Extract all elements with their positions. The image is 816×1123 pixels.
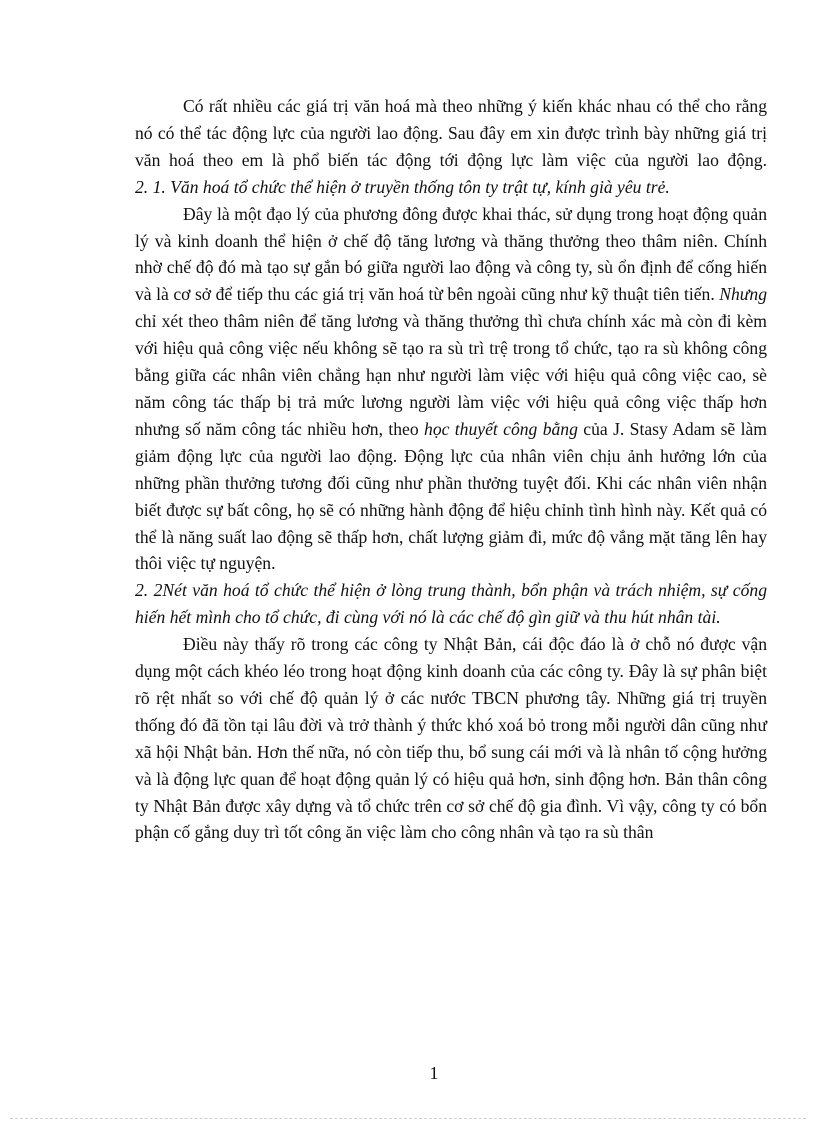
italic-theory-name: học thuyết công bằng — [424, 418, 578, 439]
section-paragraph-2-1 — [135, 201, 767, 578]
document-body — [135, 93, 767, 846]
paragraph-text: Đây là một đạo lý của phương đông được khai thác, sử dụng trong hoạt động quản lý và kinh doanh thể hiện ở chế độ tăng lương và thăng thưởng theo thâm niên. Chính nhờ chế độ đó mà tạo sự gắn bó giữa người lao động và công ty, sù ổn định để cống hiến và là cơ sở để tiếp thu các giá trị văn hoá từ bên ngoài cũng như kỹ thuật tiên tiến. — [135, 203, 767, 305]
paragraph-text: chỉ xét theo thâm niên để tăng lương và thăng thưởng thì chưa chính xác mà còn đi kèm với hiệu quả công việc nếu không sẽ tạo ra sù trì trệ trong tổ chức, tạo ra sù không công bằng giữa các nhân viên chẳng hạn như người làm việc với hiệu quả công việc cao, sè năm công tác thấp bị trả mức lương người làm việc với hiệu quả công việc thấp hơn nhưng số năm công tác nhiều hơn, theo — [135, 311, 767, 439]
section-heading-2-1: 2. 1. Văn hoá tổ chức thể hiện ở truyền thống tôn ty trật tự, kính già yêu trẻ. — [135, 176, 670, 197]
page-boundary-line — [10, 1118, 806, 1119]
section-paragraph-2-2: Điều này thấy rõ trong các công ty Nhật Bản, cái độc đáo là ở chỗ nó được vận dụng một cách khéo léo trong hoạt động kinh doanh của các công ty. Đây là sự phân biệt rõ rệt nhất so với chế độ quản lý ở các nước TBCN phương tây. Những giá trị truyền thống đó đã tồn tại lâu đời và trở thành ý thức khó xoá bỏ trong mỗi người dân cũng như xã hội Nhật bản. Hơn thế nữa, nó còn tiếp thu, bổ sung cái mới và là nhân tố cộng hưởng và là động lực quan để hoạt động quản lý có hiệu quả hơn, sinh động hơn. Bản thân công ty Nhật Bản được xây dựng và tổ chức trên cơ sở chế độ gia đình. Vì vậy, công ty có bổn phận cố gắng duy trì tốt công ăn việc làm cho công nhân và tạo ra sù thân — [135, 634, 767, 843]
italic-emphasis: Nhưng — [719, 284, 767, 305]
page-number: 1 — [429, 1063, 439, 1083]
paragraph-text: của J. Stasy Adam sẽ làm giảm động lực của người lao động. Động lực của nhân viên chịu ảnh hưởng lớn của những phần thưởng tương đối cũng như phần thưởng tuyệt đối. Khi các nhân viên nhận biết được sự bất công, họ sẽ có những hành động để hiệu chỉnh tình hình này. Kết quả có thể là năng suất lao động sẽ thấp hơn, chất lượng giảm đi, mức độ vắng mặt tăng lên hay thôi việc tự nguyện. — [135, 418, 767, 574]
intro-paragraph: Có rất nhiều các giá trị văn hoá mà theo những ý kiến khác nhau có thể cho rằng nó có thể tác động lực của người lao động. Sau đây em xin được trình bày những giá trị văn hoá theo em là phổ biến tác động tới động lực làm việc của người lao động. — [135, 96, 767, 170]
section-heading-2-2: 2. 2Nét văn hoá tổ chức thể hiện ở lòng trung thành, bổn phận và trách nhiệm, sự cống hiến hết mình cho tổ chức, đi cùng với nó là các chế độ gìn giữ và thu hút nhân tài. — [135, 580, 767, 628]
